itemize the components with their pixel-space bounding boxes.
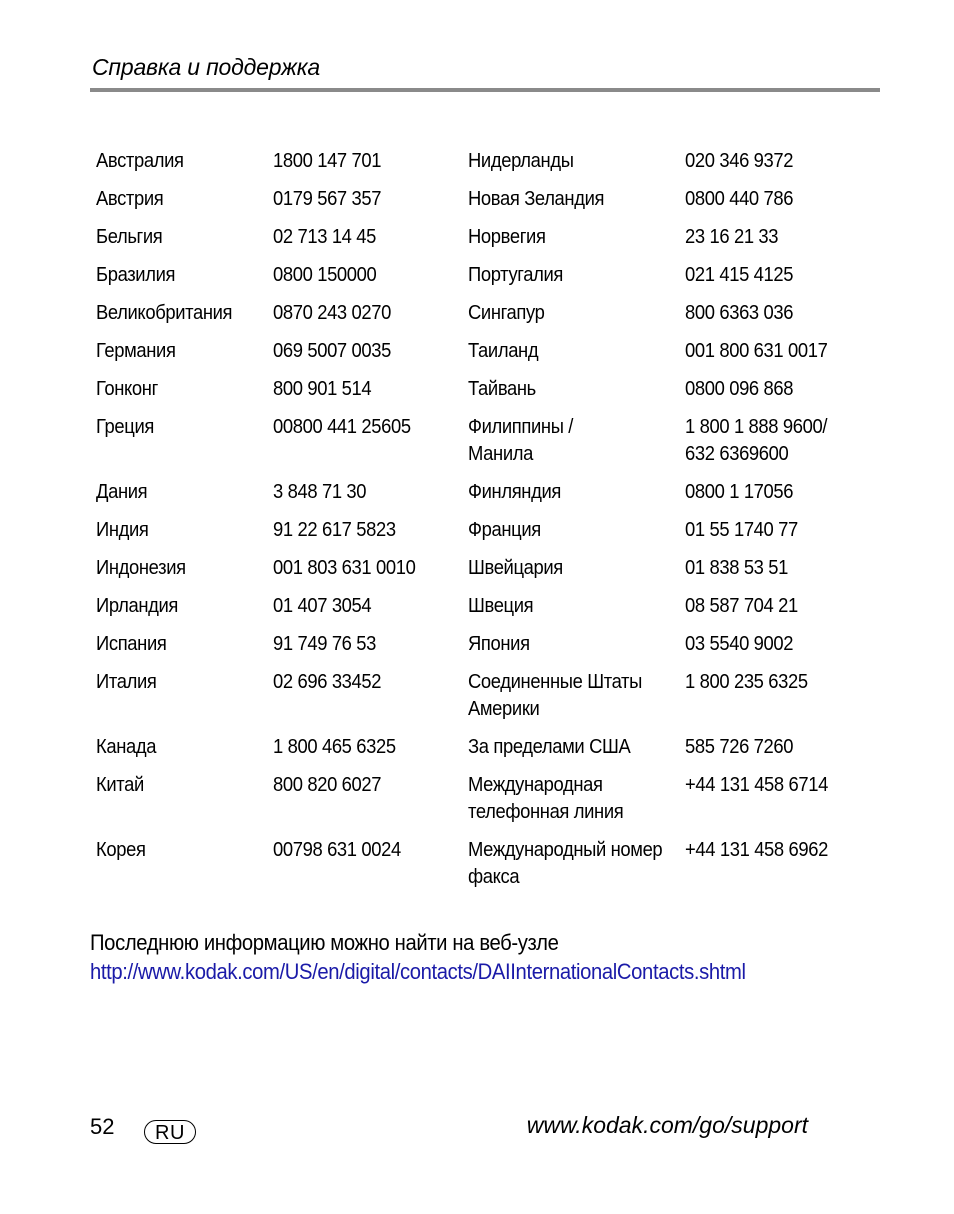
- country-name: Португалия: [468, 264, 563, 286]
- country-name: Китай: [96, 774, 144, 796]
- phone-number: 02 713 14 45: [273, 226, 377, 248]
- contact-row: [96, 555, 876, 593]
- contact-row: [96, 479, 876, 517]
- country-name: Индия: [96, 519, 149, 541]
- phone-number: 1 800 235 6325: [685, 671, 808, 693]
- phone-number: 1 800 1 888 9600/ 632 6369600: [685, 416, 828, 465]
- country-name: Корея: [96, 839, 146, 861]
- phone-number: 001 803 631 0010: [273, 557, 416, 579]
- phone-number: +44 131 458 6962: [685, 839, 829, 861]
- contact-row: [96, 837, 876, 902]
- contact-row: [96, 734, 876, 772]
- phone-number: 800 820 6027: [273, 774, 382, 796]
- info-note: [90, 928, 746, 986]
- country-name: Германия: [96, 340, 176, 362]
- phone-number: 001 800 631 0017: [685, 340, 828, 362]
- contacts-table: [96, 148, 876, 902]
- phone-number: 020 346 9372: [685, 150, 794, 172]
- phone-number: +44 131 458 6714: [685, 774, 829, 796]
- header-divider: [90, 88, 880, 92]
- country-name: Бельгия: [96, 226, 163, 248]
- country-name: Новая Зеландия: [468, 188, 605, 210]
- phone-number: 0800 1 17056: [685, 481, 794, 503]
- contact-row: [96, 224, 876, 262]
- phone-number: 0800 150000: [273, 264, 377, 286]
- country-name: Греция: [96, 416, 154, 438]
- country-name: Международный номер факса: [468, 839, 663, 888]
- contact-row: [96, 186, 876, 224]
- country-name: Гонконг: [96, 378, 158, 400]
- country-name: Канада: [96, 736, 157, 758]
- country-name: Дания: [96, 481, 148, 503]
- phone-number: 02 696 33452: [273, 671, 382, 693]
- phone-number: 800 6363 036: [685, 302, 794, 324]
- country-name: Япония: [468, 633, 530, 655]
- contact-row: [96, 414, 876, 479]
- contact-row: [96, 300, 876, 338]
- phone-number: 1800 147 701: [273, 150, 382, 172]
- country-name: Соединенные Штаты Америки: [468, 671, 642, 720]
- phone-number: 0800 440 786: [685, 188, 794, 210]
- country-name: Нидерланды: [468, 150, 574, 172]
- country-name: Италия: [96, 671, 157, 693]
- country-name: Австрия: [96, 188, 164, 210]
- contact-row: [96, 631, 876, 669]
- phone-number: 91 749 76 53: [273, 633, 377, 655]
- contact-row: [96, 148, 876, 186]
- phone-number: 3 848 71 30: [273, 481, 367, 503]
- phone-number: 0800 096 868: [685, 378, 794, 400]
- country-name: Тайвань: [468, 378, 536, 400]
- phone-number: 23 16 21 33: [685, 226, 779, 248]
- phone-number: 800 901 514: [273, 378, 372, 400]
- country-name: Бразилия: [96, 264, 176, 286]
- contact-row: [96, 338, 876, 376]
- info-note-text: Последнюю информацию можно найти на веб-узле: [90, 930, 559, 955]
- country-name: Франция: [468, 519, 541, 541]
- contacts-link[interactable]: http://www.kodak.com/US/en/digital/contacts/DAIInternationalContacts.shtml: [90, 959, 746, 984]
- phone-number: 069 5007 0035: [273, 340, 392, 362]
- footer-url: www.kodak.com/go/support: [526, 1112, 808, 1138]
- phone-number: 08 587 704 21: [685, 595, 798, 617]
- contact-row: [96, 517, 876, 555]
- phone-number: 01 838 53 51: [685, 557, 789, 579]
- language-badge: RU: [144, 1120, 196, 1144]
- page-title: Справка и поддержка: [92, 54, 320, 80]
- phone-number: 00800 441 25605: [273, 416, 411, 438]
- country-name: Норвегия: [468, 226, 546, 248]
- country-name: Таиланд: [468, 340, 539, 362]
- phone-number: 1 800 465 6325: [273, 736, 396, 758]
- contact-row: [96, 593, 876, 631]
- phone-number: 021 415 4125: [685, 264, 794, 286]
- contact-row: [96, 772, 876, 837]
- country-name: Великобритания: [96, 302, 233, 324]
- country-name: Ирландия: [96, 595, 178, 617]
- phone-number: 91 22 617 5823: [273, 519, 396, 541]
- phone-number: 0179 567 357: [273, 188, 382, 210]
- country-name: Международная телефонная линия: [468, 774, 624, 823]
- country-name: Испания: [96, 633, 167, 655]
- country-name: Швеция: [468, 595, 534, 617]
- country-name: За пределами США: [468, 736, 631, 758]
- country-name: Австралия: [96, 150, 184, 172]
- country-name: Индонезия: [96, 557, 186, 579]
- phone-number: 03 5540 9002: [685, 633, 794, 655]
- phone-number: 01 407 3054: [273, 595, 372, 617]
- contact-row: [96, 376, 876, 414]
- contact-row: [96, 669, 876, 734]
- country-name: Сингапур: [468, 302, 545, 324]
- contact-row: [96, 262, 876, 300]
- country-name: Швейцария: [468, 557, 563, 579]
- phone-number: 01 55 1740 77: [685, 519, 798, 541]
- phone-number: 00798 631 0024: [273, 839, 401, 861]
- country-name: Филиппины / Манила: [468, 416, 574, 465]
- phone-number: 585 726 7260: [685, 736, 794, 758]
- phone-number: 0870 243 0270: [273, 302, 392, 324]
- country-name: Финляндия: [468, 481, 561, 503]
- page-number: 52: [90, 1114, 115, 1139]
